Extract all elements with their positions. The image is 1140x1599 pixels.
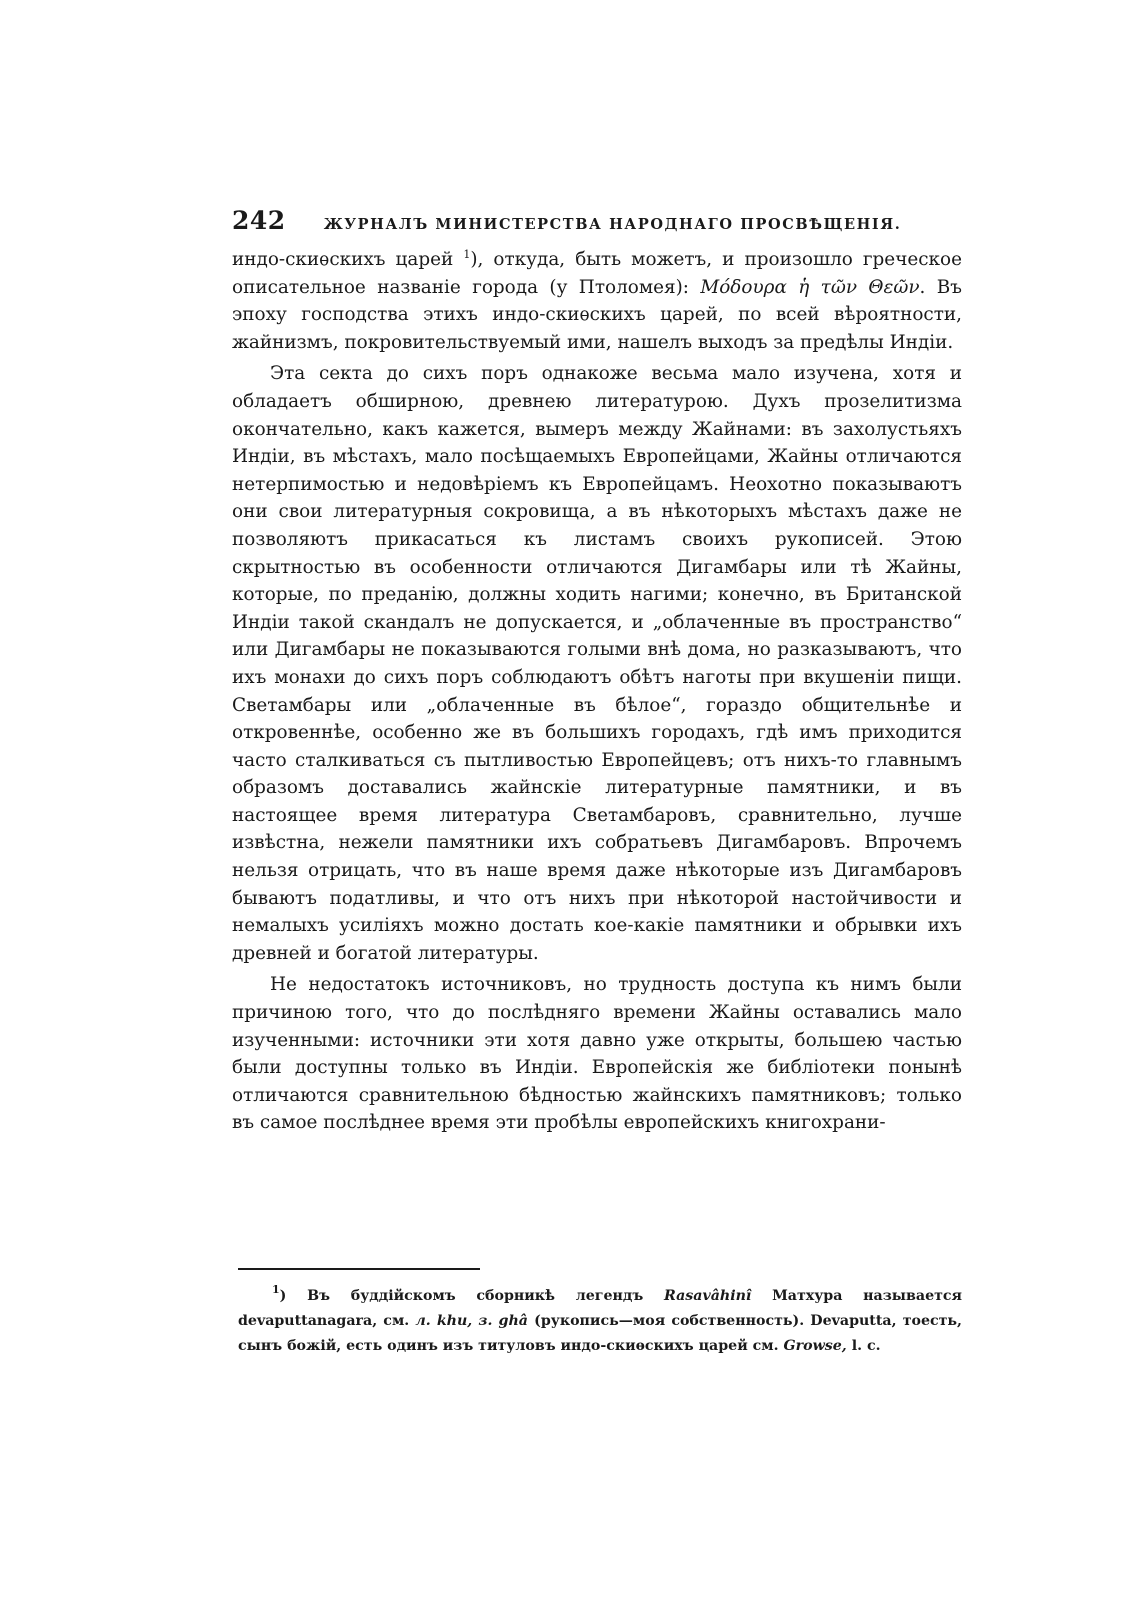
footnote-source-title: Rasavâhinî bbox=[663, 1288, 752, 1304]
greek-city-name: Μόδουρα ἡ τῶν Θεῶν bbox=[700, 276, 920, 298]
paragraph-2: Эта секта до сихъ поръ однакоже весьма мало изучена, хотя и обладаетъ обширною, древнею литературою. Духъ прозелитизма окончательно, какъ кажется, вымеръ между Жайнами: въ захолустьяхъ Индіи, въ мѣстахъ, мало посѣщаемыхъ Европейцами, Жайны отличаются нетерпимостью и недовѣріемъ къ Европейцамъ. Неохотно показываютъ они свои литературныя сокровища, а въ нѣкоторыхъ мѣстахъ даже не позволяютъ прикасаться къ листамъ своихъ рукописей. Этою скрытностью въ особенности отличаются Дигамбары или тѣ Жайны, которые, по преданію, должны ходить нагими; конечно, въ Британской Индіи такой скандалъ не допускается, и „облаченные въ пространство“ или Дигамбары не показываются голыми внѣ дома, но разказываютъ, что ихъ монахи до сихъ поръ соблюдаютъ обѣтъ наготы при вкушеніи пищи. Светамбары или „облаченные въ бѣлое“, гораздо общительнѣе и откровеннѣе, особенно же въ большихъ городахъ, гдѣ имъ приходится часто сталкиваться съ пытливостью Европейцевъ; отъ нихъ-то главнымъ образомъ доставались жайнскіе литературные памятники, и въ настоящее время литература Светамбаровъ, сравнительно, лучше извѣстна, нежели памятники ихъ собратьевъ Дигамбаровъ. Впрочемъ нельзя отрицать, что въ наше время даже нѣкоторые изъ Дигамбаровъ бываютъ податливы, и что отъ нихъ при нѣкоторой настойчивости и немалыхъ усиліяхъ можно достать кое-какіе памятники и обрывки ихъ древней и богатой литературы. bbox=[232, 363, 962, 964]
paragraph-1-text-b: ), откуда, быть можетъ, и произошло греческое описательное названіе города (у Птоломея): bbox=[232, 249, 962, 298]
paragraph-1 bbox=[232, 246, 962, 356]
paragraph-1-text-c: . Въ эпоху господства этихъ индо-скиѳскихъ царей, по всей вѣроятности, жайнизмъ, покровительствуемый ими, нашелъ выходъ за предѣлы Индіи. bbox=[232, 276, 962, 353]
footnote-text-d: l. c. bbox=[846, 1338, 881, 1354]
journal-title: ЖУРНАЛЪ МИНИСТЕРСТВА НАРОДНАГО ПРОСВѢЩЕНІЯ. bbox=[323, 216, 902, 233]
paragraph-3: Не недостатокъ источниковъ, но трудность доступа къ нимъ были причиною того, что до послѣдняго времени Жайны оставались мало изученными: источники эти хотя давно уже открыты, большею частью были доступны только въ Индіи. Европейскія же библіотеки понынѣ отличаются сравнительною бѣдностью жайнскихъ памятниковъ; только въ самое послѣднее время эти пробѣлы европейскихъ книгохрани- bbox=[232, 974, 962, 1134]
footnote-text-b: Матхура называется devaputtanagara, см. bbox=[238, 1288, 963, 1329]
footnote-divider bbox=[238, 1268, 480, 1270]
running-head bbox=[232, 206, 962, 240]
footnote bbox=[238, 1284, 962, 1359]
footnote-text-a: ) Въ буддійскомъ сборникѣ легендъ bbox=[279, 1288, 664, 1304]
body-text bbox=[232, 246, 962, 1137]
footnote-reference: 1 bbox=[463, 248, 471, 261]
footnote-text-c: (рукопись—моя собственность). Devaputta, тоесть, сынъ божій, есть одинъ изъ титуловъ индо-скиѳскихъ царей см. bbox=[238, 1313, 962, 1354]
footnote-author: Growse, bbox=[783, 1338, 847, 1354]
page-number: 242 bbox=[232, 206, 286, 235]
footnote-leaf-reference: л. khu, з. ghâ bbox=[415, 1313, 528, 1329]
paragraph-1-text-a: индо-скиѳскихъ царей bbox=[232, 249, 464, 270]
footnote-marker: 1 bbox=[272, 1283, 280, 1296]
